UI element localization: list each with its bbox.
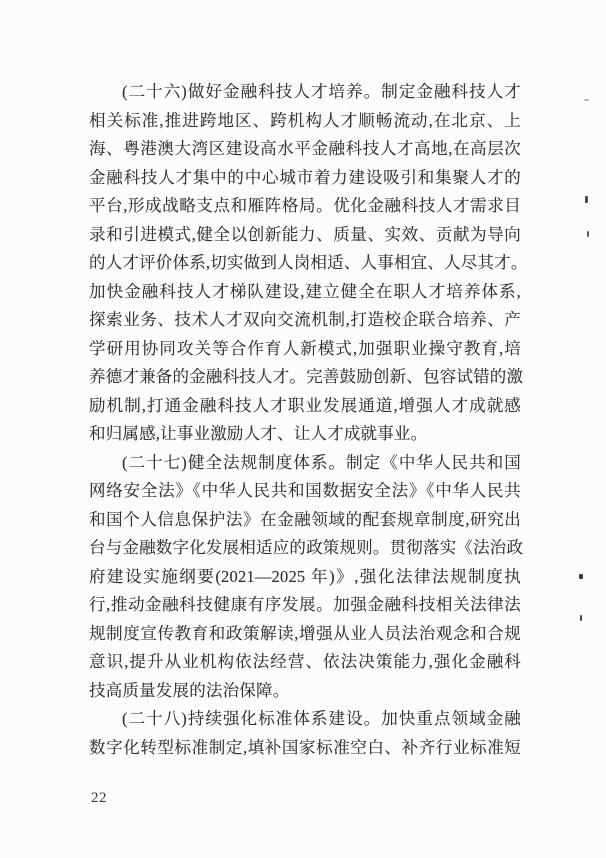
scan-speck-mark <box>585 196 588 203</box>
text-line: 和归属感,让事业激励人才、让人才成就事业。 <box>89 424 428 443</box>
text-line: 网络安全法》《中华人民共和国数据安全法》《中华人民共 <box>89 481 521 500</box>
text-line: 学研用协同攻关等合作育人新模式,加强职业操守教育,培 <box>89 338 521 358</box>
scan-speck-mark <box>579 574 583 579</box>
text-line: 技高质量发展的法治保障。 <box>89 680 290 700</box>
paragraph-item-26 <box>89 78 528 449</box>
text-line: 养德才兼备的金融科技人才。完善鼓励创新、包容试错的激 <box>89 367 524 386</box>
scan-speck-mark <box>580 615 582 621</box>
text-line: 规制度宣传教育和政策解读,增强从业人员法治观念和合规 <box>89 623 521 643</box>
text-line: 台与金融数字化发展相适应的政策规则。贯彻落实《法治政 <box>89 538 524 557</box>
paragraph-item-27 <box>89 449 524 706</box>
text-line: 数字化转型标准制定,填补国家标准空白、补齐行业标准短 <box>89 737 521 757</box>
text-line: 府建设实施纲要(2021—2025 年)》,强化法律法规制度执 <box>89 566 521 586</box>
text-line: 金融科技人才集中的中心城市着力建设吸引和集聚人才的 <box>89 167 521 187</box>
text-line: 平台,形成战略支点和雁阵格局。优化金融科技人才需求目 <box>89 196 521 215</box>
scan-speck-mark <box>584 99 589 101</box>
text-line: (二十七)健全法规制度体系。制定《中华人民共和国 <box>122 452 521 472</box>
text-line: 励机制,打通金融科技人才职业发展通道,增强人才成就感 <box>89 395 521 415</box>
page-number: 22 <box>91 790 107 806</box>
text-line: (二十六)做好金融科技人才培养。制定金融科技人才 <box>122 82 521 101</box>
scan-speck-mark <box>587 231 589 237</box>
text-line: 录和引进模式,健全以创新能力、质量、实效、贡献为导向 <box>89 224 521 244</box>
text-line: 海、粤港澳大湾区建设高水平金融科技人才高地,在高层次 <box>89 139 521 158</box>
text-line: 的人才评价体系,切实做到人岗相适、人事相宜、人尽其才。 <box>89 253 528 272</box>
document-body-text <box>89 78 528 762</box>
text-line: 意识,提升从业机构依法经营、依法决策能力,强化金融科 <box>89 652 521 671</box>
text-line: 行,推动金融科技健康有序发展。加强金融科技相关法律法 <box>89 595 521 614</box>
text-line: 相关标准,推进跨地区、跨机构人才顺畅流动,在北京、上 <box>89 110 521 130</box>
text-line: 加快金融科技人才梯队建设,建立健全在职人才培养体系, <box>89 281 521 301</box>
paragraph-item-28 <box>89 705 521 762</box>
text-line: 探索业务、技术人才双向交流机制,打造校企联合培养、产 <box>89 310 521 329</box>
text-line: 和国个人信息保护法》在金融领域的配套规章制度,研究出 <box>89 509 521 529</box>
text-line: (二十八)持续强化标准体系建设。加快重点领域金融 <box>122 709 521 728</box>
